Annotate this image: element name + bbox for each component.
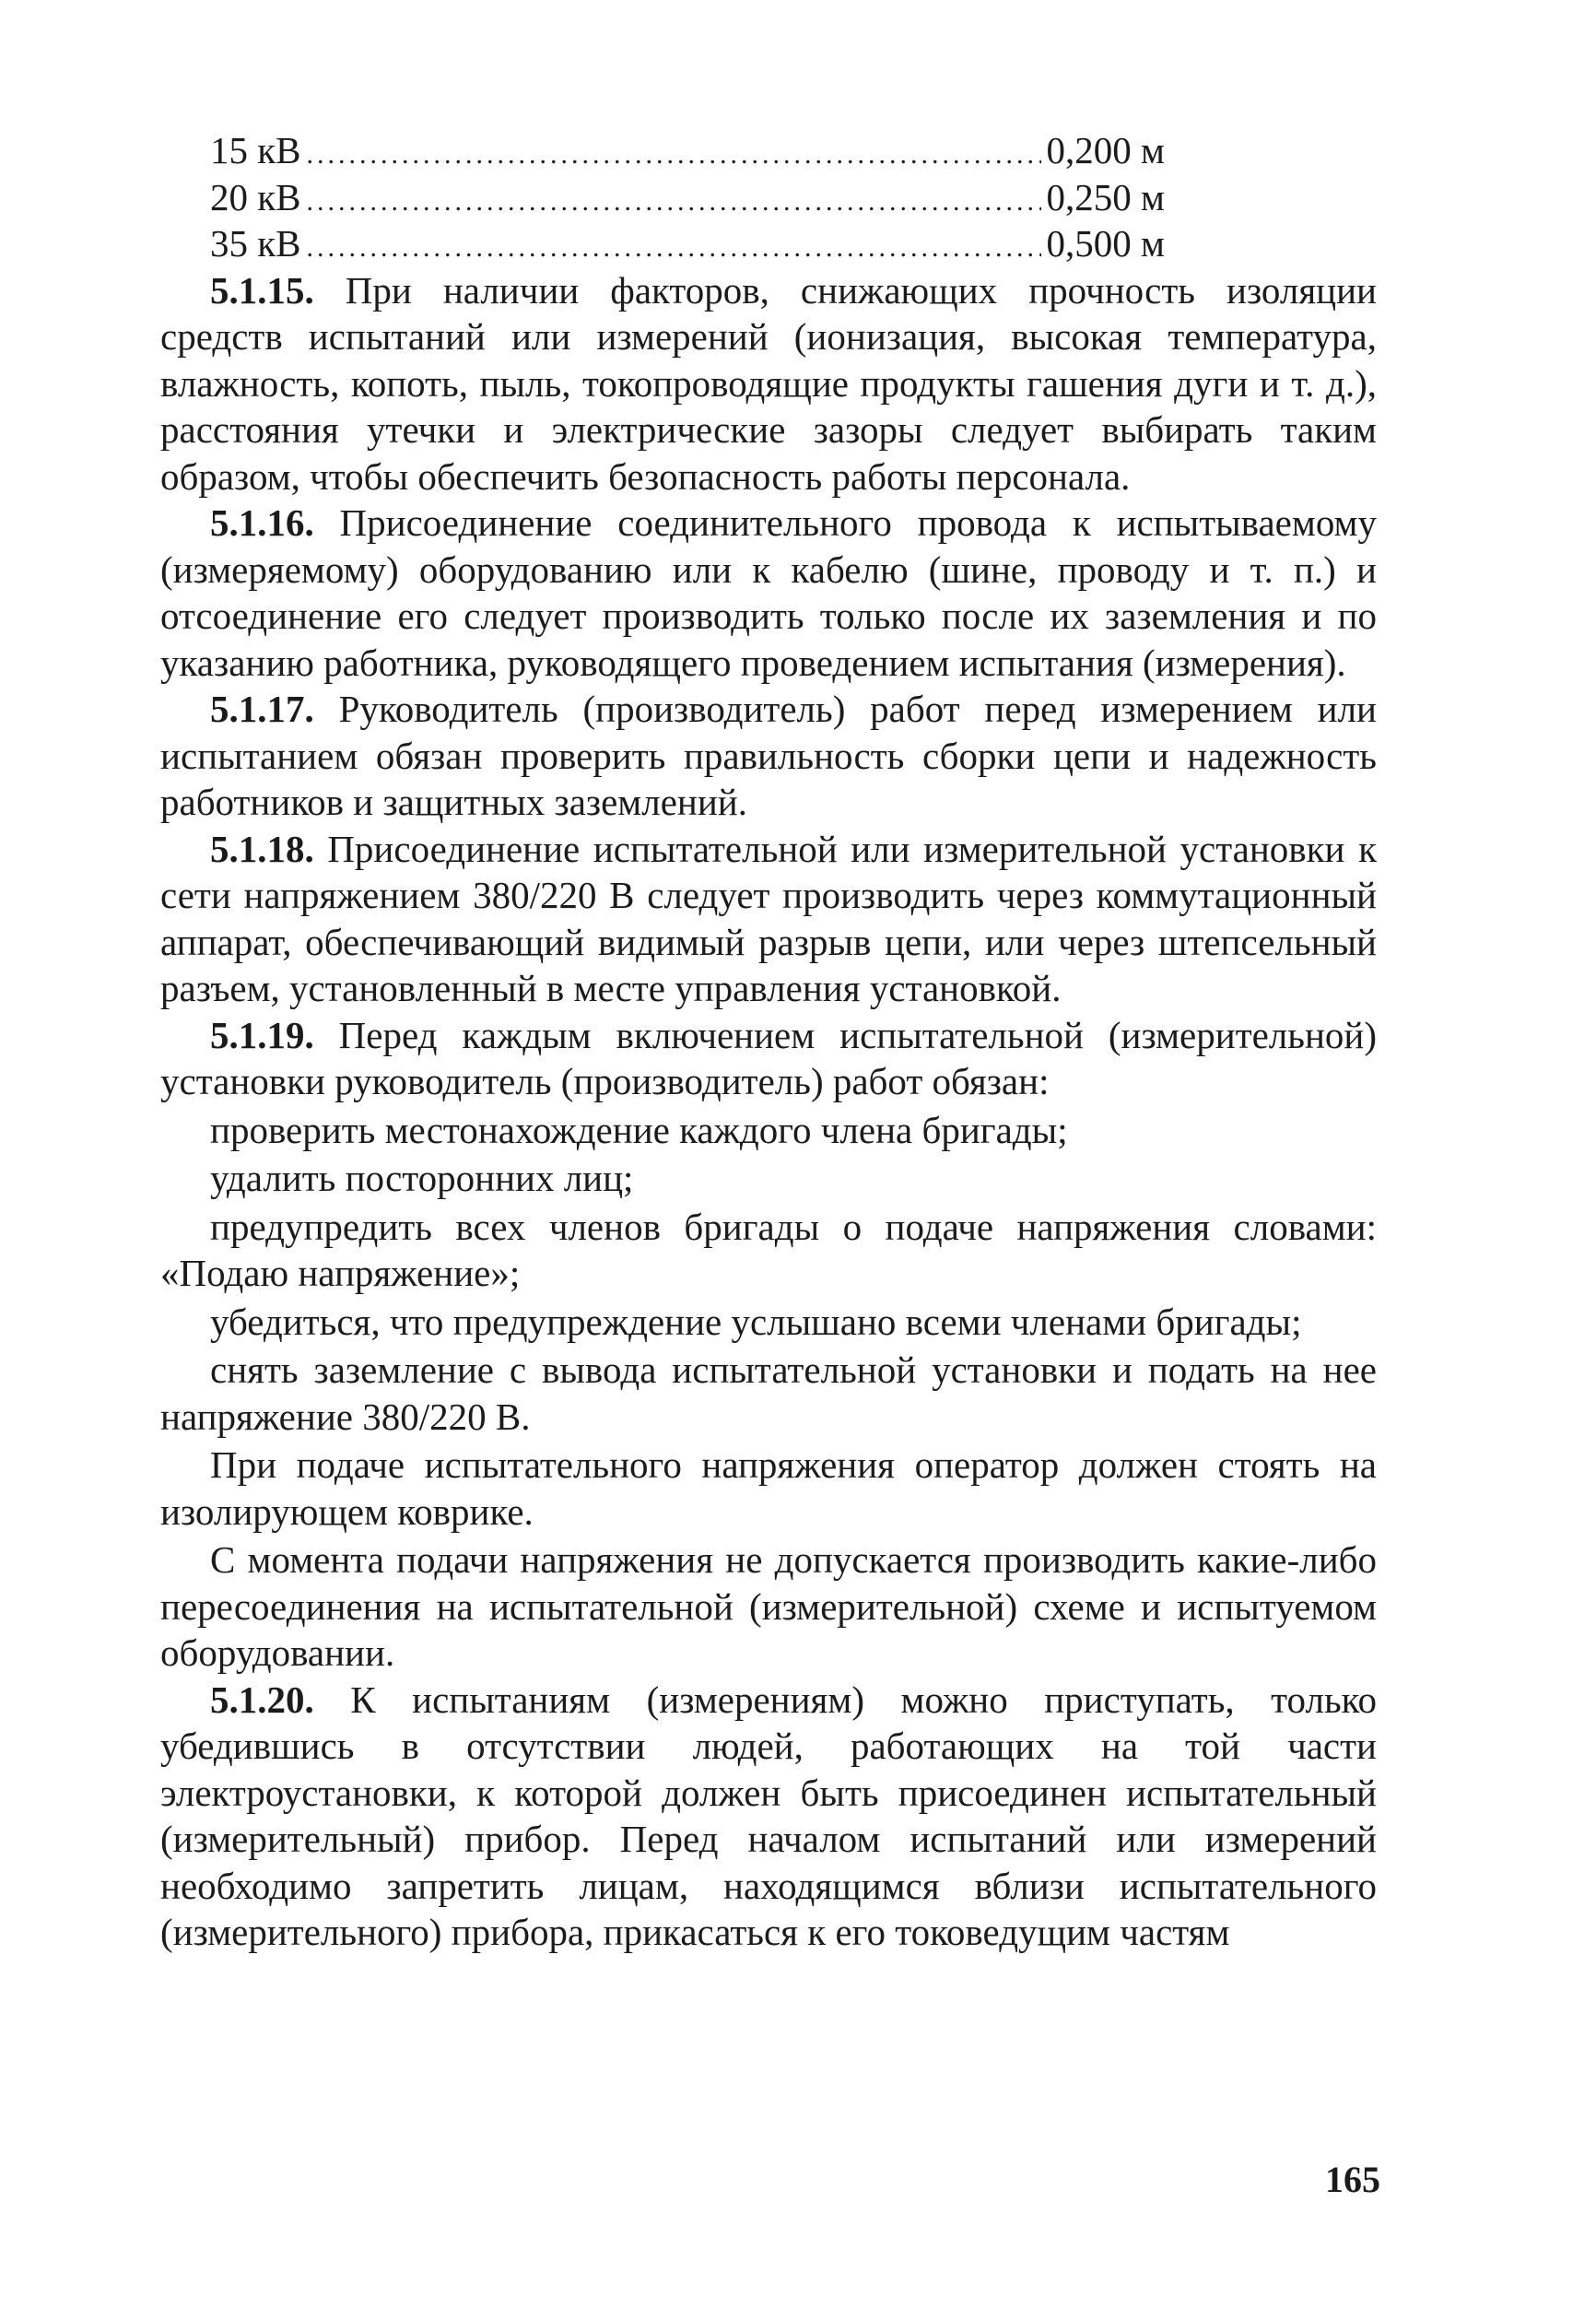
section-number: 5.1.19.: [210, 1013, 314, 1056]
distance-value: 0,250 м: [1046, 175, 1165, 218]
section-text: Руководитель (производитель) работ перед измерением или испытанием обязан проверить правильность сборки цепи и надежность работников и защитных заземлений.: [160, 688, 1377, 823]
dot-leader: [307, 132, 1041, 179]
list-item: предупредить всех членов бригады о подаче напряжения словами: «Подаю напряжение»;: [160, 1205, 1377, 1294]
distance-value: 0,200 м: [1046, 129, 1165, 171]
section-5-1-18: [160, 826, 1377, 1012]
section-number: 5.1.17.: [210, 688, 314, 730]
section-text: К испытаниям (измерениям) можно приступать, только убедившись в отсутствии людей, работающих на той части электроустановки, к которой должен быть присоединен испытательный (измерительный) прибор. Перед началом испытаний или измерений необходимо запретить лицам, находящимся вблизи испытательного (измерительного) прибора, прикасаться к его токоведущим частям: [160, 1678, 1377, 1953]
paragraph-operator: При подаче испытательного напряжения оператор должен стоять на изолирующем коврике.: [160, 1443, 1377, 1533]
section-5-1-20: [160, 1677, 1377, 1956]
voltage-distance-table: [210, 127, 1165, 267]
voltage-row: [210, 174, 1165, 221]
voltage-row: [210, 127, 1165, 174]
section-number: 5.1.18.: [210, 827, 314, 870]
list-item: проверить местонахождение каждого члена бригады;: [210, 1108, 1068, 1151]
list-item: убедиться, что предупреждение услышано всеми членами бригады;: [210, 1300, 1302, 1343]
section-text: Присоединение испытательной или измерительной установки к сети напряжением 380/220 В следует производить через коммутационный аппарат, обеспечивающий видимый разрыв цепи, или через штепсельный разъем, установленный в месте управления установкой.: [160, 827, 1377, 1009]
dot-leader: [307, 179, 1041, 226]
list-item: удалить посторонних лиц;: [210, 1157, 634, 1199]
paragraph-voltage-moment: С момента подачи напряжения не допускается производить какие-либо пересоединения на испытательной (измерительной) схеме и испытуемом оборудовании.: [160, 1538, 1377, 1674]
section-5-1-16: [160, 500, 1377, 686]
voltage-row: [210, 220, 1165, 267]
section-5-1-17: [160, 686, 1377, 826]
list-item: снять заземление с вывода испытательной установки и подать на нее напряжение 380/220 В.: [160, 1348, 1377, 1438]
dot-leader: [307, 225, 1041, 272]
section-text: Присоединение соединительного провода к испытываемому (измеряемому) оборудованию или к кабелю (шине, проводу и т. п.) и отсоединение его следует производить только после их заземления и по указанию работника, руководящего проведением испытания (измерения).: [160, 501, 1377, 684]
section-5-1-19: [160, 1012, 1377, 1105]
voltage-label: 15 кВ: [210, 129, 301, 171]
section-number: 5.1.15.: [210, 268, 314, 312]
section-number: 5.1.16.: [210, 501, 314, 544]
distance-value: 0,500 м: [1046, 222, 1165, 265]
page-number: 165: [1325, 2159, 1380, 2200]
voltage-label: 20 кВ: [210, 175, 301, 218]
section-number: 5.1.20.: [210, 1678, 314, 1721]
section-text: При наличии факторов, снижающих прочность изоляции средств испытаний или измерений (ионизация, высокая температура, влажность, копоть, пыль, токопроводящие продукты гашения дуги и т. д.), расстояния утечки и электрические зазоры следует выбирать таким образом, чтобы обеспечить безопасность работы персонала.: [160, 268, 1377, 498]
page-content: [160, 127, 1377, 1956]
voltage-label: 35 кВ: [210, 222, 301, 265]
section-5-1-15: [160, 267, 1377, 500]
section-text: Перед каждым включением испытательной (измерительной) установки руководитель (производитель) работ обязан:: [160, 1013, 1377, 1102]
